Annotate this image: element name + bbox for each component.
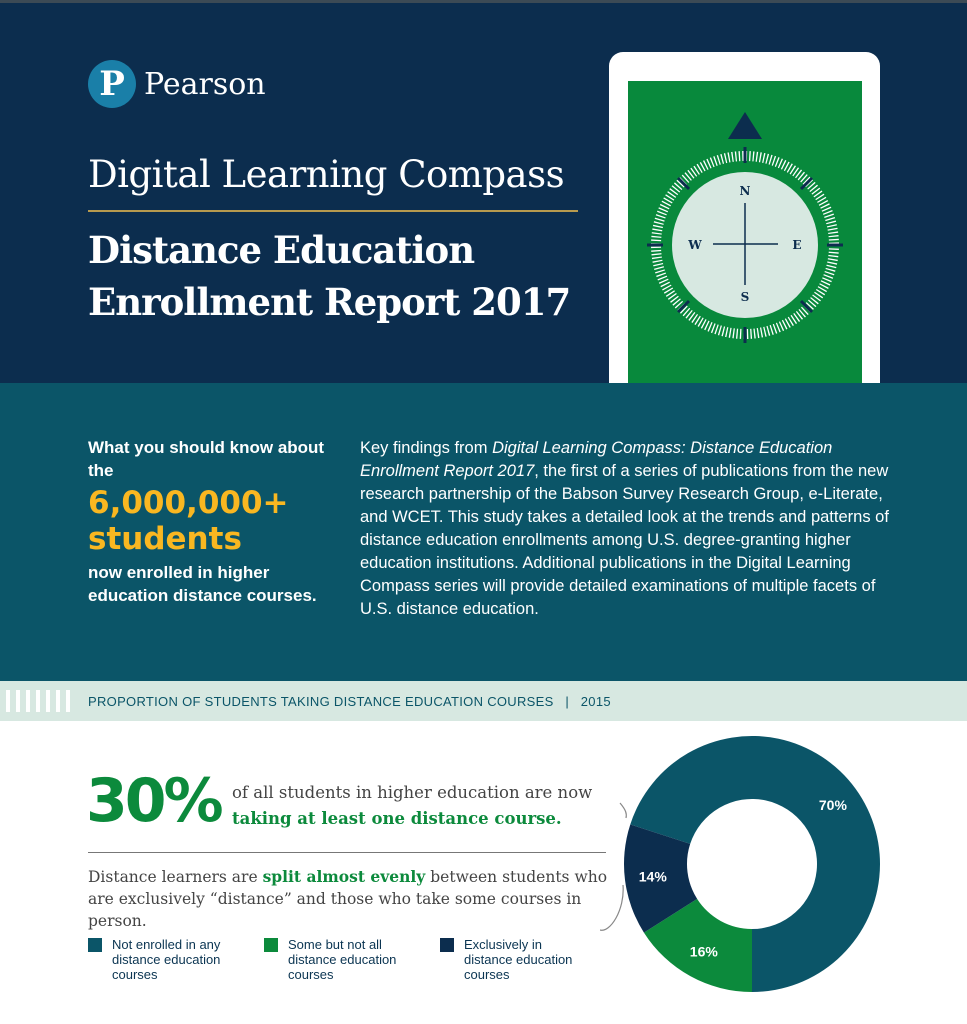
intro-lead-top: What you should know about the [88, 438, 325, 480]
section-heading [88, 694, 611, 709]
bracket-top [620, 803, 626, 818]
intro-big-number-word: students [88, 521, 242, 557]
report-title [88, 224, 570, 328]
title-divider [88, 210, 578, 212]
stat-description [232, 780, 592, 832]
donut-chart [600, 730, 890, 1000]
pearson-logo-icon: P [88, 60, 136, 108]
split-text-b: split almost evenly [262, 867, 426, 886]
intro-lead-bottom: now enrolled in higher education distance courses. [88, 563, 317, 605]
report-title-line1: Distance Education [88, 228, 475, 272]
compass-icon [628, 81, 862, 383]
compass-label-s: S [740, 290, 750, 304]
slice-label: 14% [638, 868, 667, 885]
compass-north-arrow [728, 112, 762, 139]
series-title: Digital Learning Compass [88, 153, 565, 196]
split-text [88, 866, 608, 932]
compass-label-n: N [739, 184, 751, 198]
key-findings [360, 437, 890, 621]
legend-label: Exclusively in distance education courses [464, 937, 573, 982]
key-findings-report-title: Digital Learning Compass: Distance Education Enrollment Report 2017 [360, 439, 833, 480]
split-text-a: Distance learners are [88, 868, 263, 886]
compass-label-e: E [792, 238, 802, 252]
stat-percent: 30% [86, 766, 221, 836]
split-text-c: between students who are exclusively “distance” and those who take some courses in person. [88, 868, 608, 930]
stat-divider [88, 852, 606, 853]
pearson-logo-text: Pearson [144, 66, 266, 102]
bracket-bottom [600, 885, 623, 930]
section-stripes [6, 690, 76, 712]
legend-item-some [264, 937, 413, 982]
section-heading-separator: | [565, 694, 570, 709]
legend-item-not-enrolled [88, 937, 237, 982]
slice-label: 16% [689, 943, 718, 960]
section-bar [0, 681, 967, 721]
stat-line2: taking at least one distance course. [232, 809, 562, 828]
legend-swatch [88, 938, 102, 952]
report-title-line2: Enrollment Report 2017 [88, 280, 571, 324]
legend-item-exclusive [440, 937, 589, 982]
key-findings-rest: , the first of a series of publications from the new research partnership of the Babson Survey Research Group, e-Literate, and WCET. This study takes a detailed look at the trends and patterns of distance education enrollments among U.S. degree-granting higher education institutions. Additional publications in the Digital Learning Compass series will provide detailed examinations of multiple facets of U.S. distance education. [360, 462, 889, 618]
compass-label-w: W [688, 238, 702, 252]
section-heading-text: PROPORTION OF STUDENTS TAKING DISTANCE EDUCATION COURSES [88, 694, 554, 709]
slice-label: 70% [818, 797, 847, 814]
intro-big-number-value: 6,000,000+ [88, 485, 289, 521]
donut-slices [624, 736, 880, 992]
intro-big-number [88, 485, 338, 557]
intro-lead [88, 436, 338, 607]
legend-swatch [264, 938, 278, 952]
header-top-line [0, 0, 967, 3]
stat-line1: of all students in higher education are now [232, 783, 593, 802]
section-heading-year: 2015 [580, 694, 611, 709]
legend-label: Not enrolled in any distance education courses [112, 937, 221, 982]
legend-label: Some but not all distance education courses [288, 937, 397, 982]
legend-swatch [440, 938, 454, 952]
key-findings-start: Key findings from [360, 439, 493, 457]
pearson-logo [88, 60, 266, 108]
